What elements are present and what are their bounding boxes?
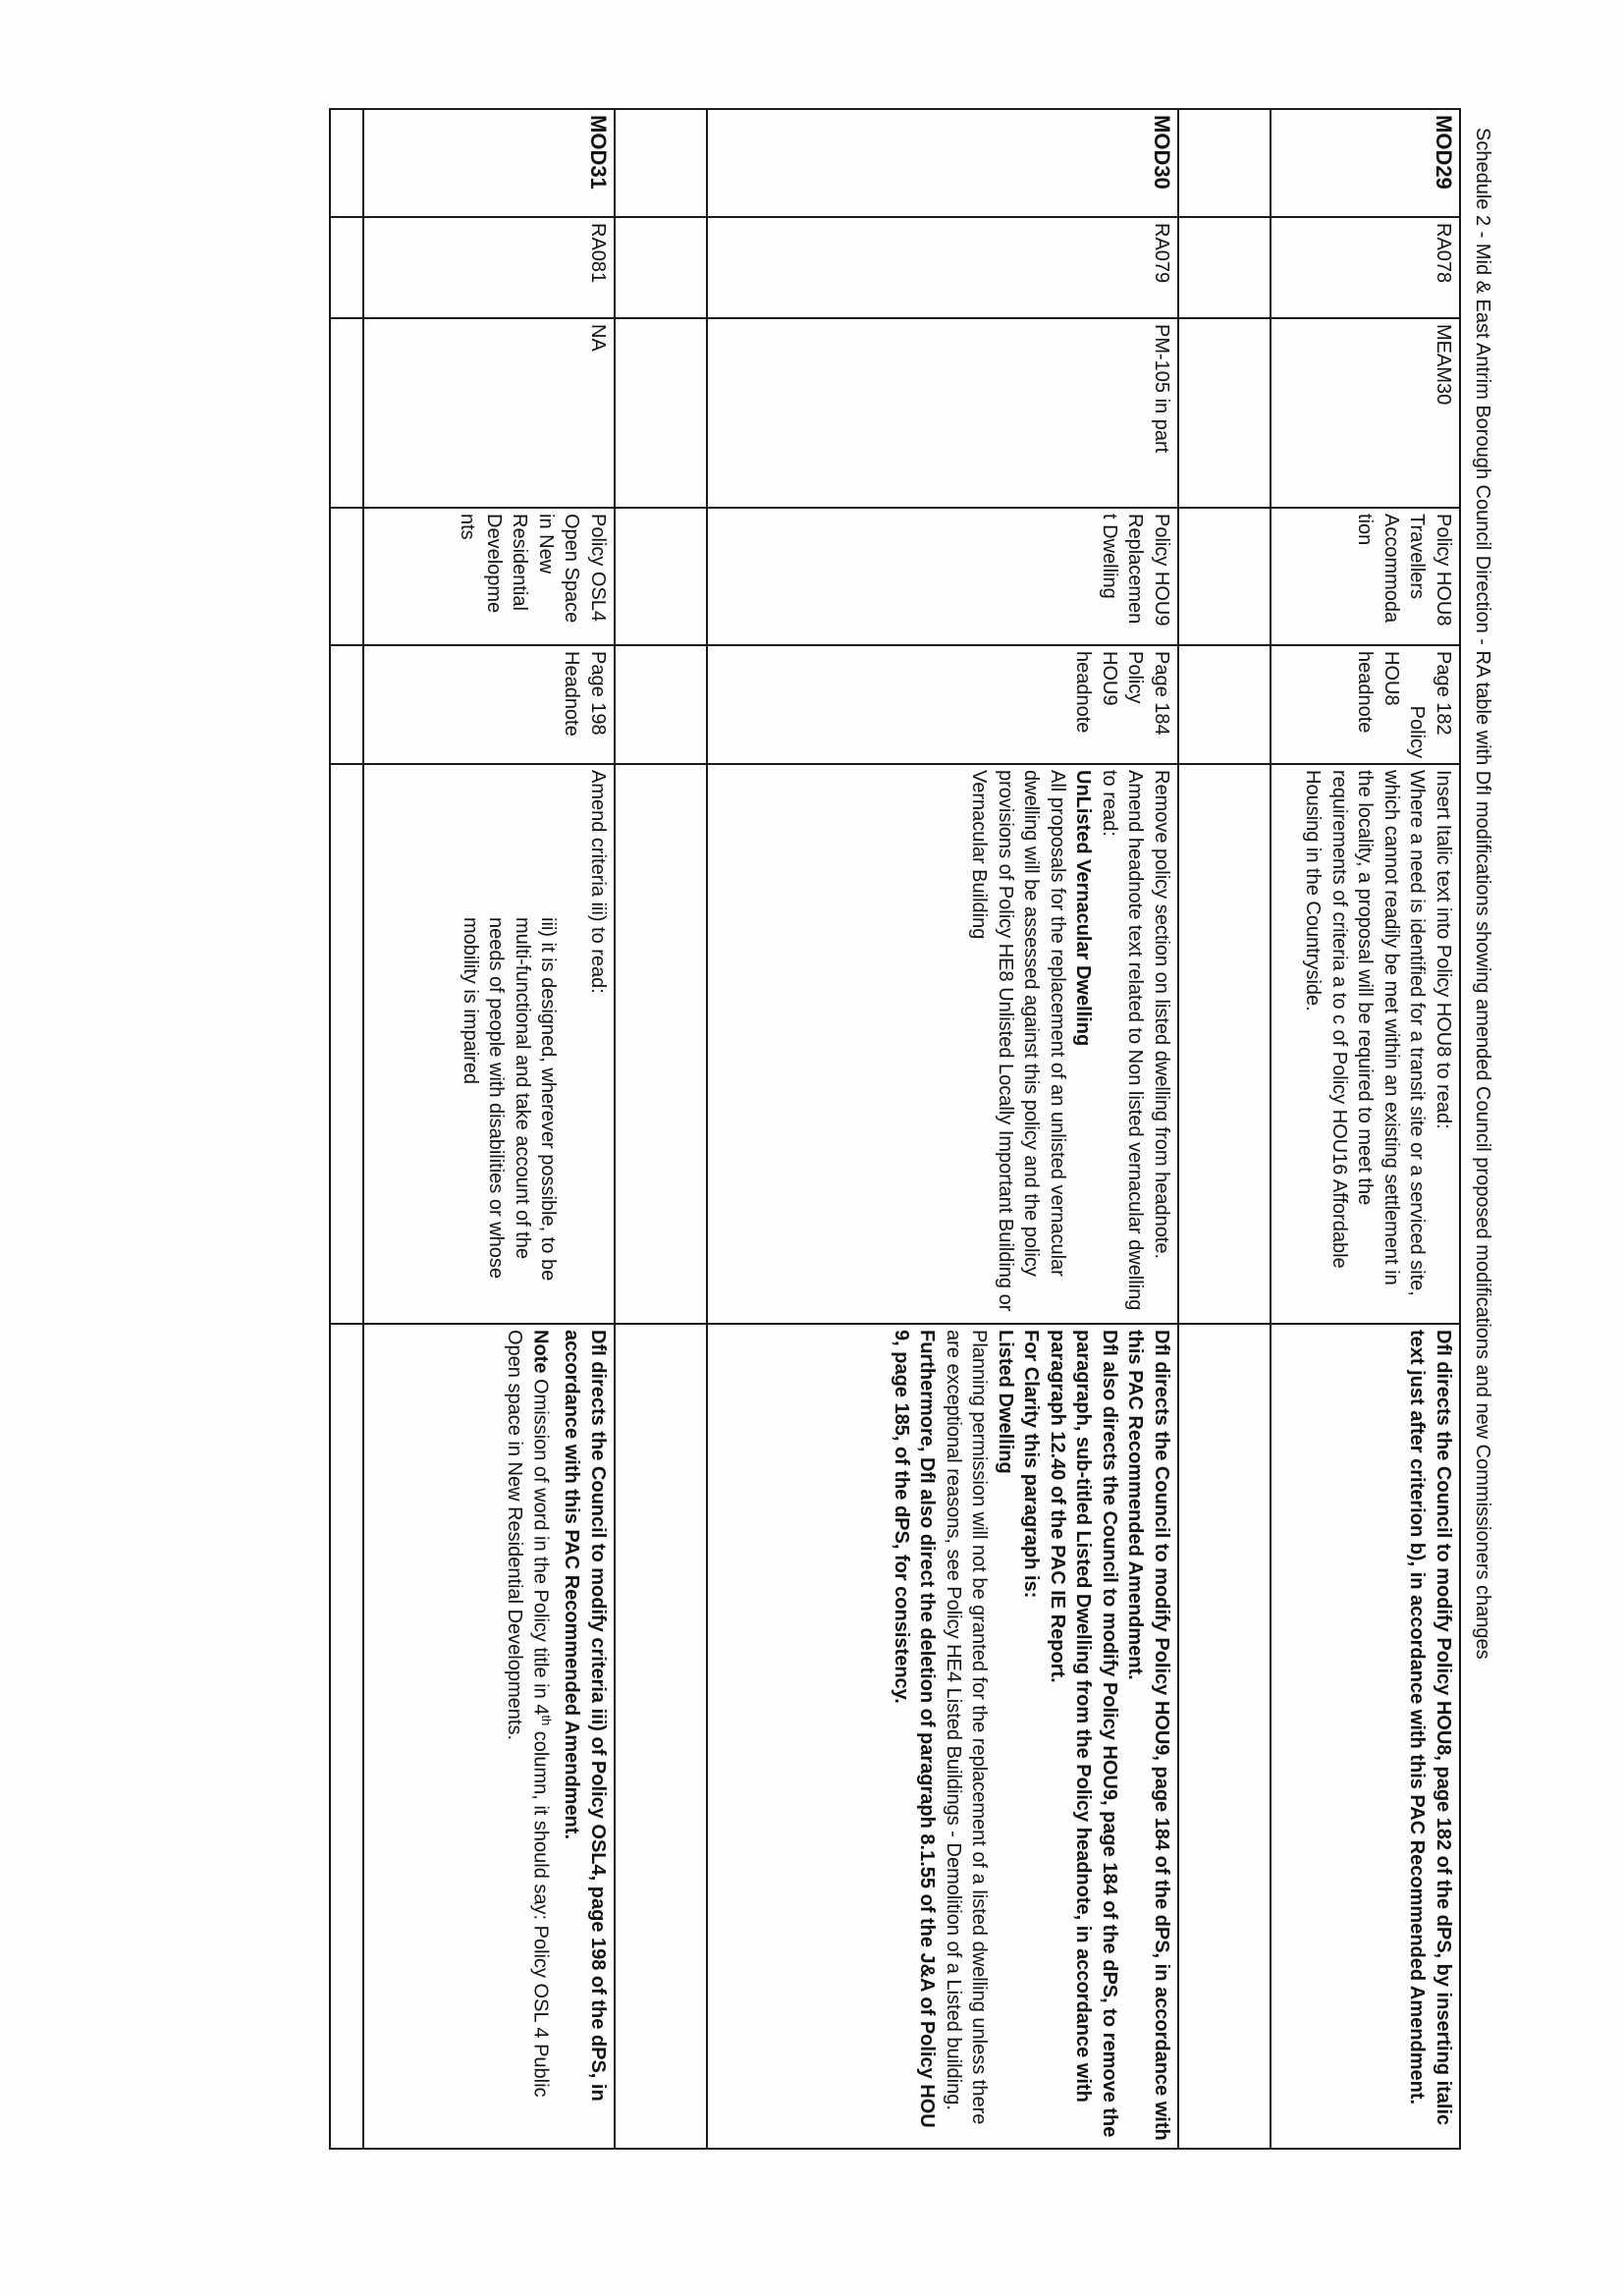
ra-number: RA078 xyxy=(1271,217,1460,318)
policy-line: Residential xyxy=(509,514,531,611)
policy-line: Policy HOU8 xyxy=(1433,514,1454,627)
policy-line: in New xyxy=(535,514,557,574)
page-line: HOU9 xyxy=(1099,651,1120,706)
dfi-note xyxy=(501,1330,559,2143)
page-title: Schedule 2 - Mid & East Antrim Borough Council Direction - RA table with DfI modifications showing amended Council proposed modifications and new Commissioners changes xyxy=(1472,128,1493,1660)
note-text: column, it should say: Policy OSL 4 Public Open space in New Residential Developments. xyxy=(503,1330,552,2098)
policy-line: Policy HOU9 xyxy=(1151,514,1172,627)
mod-number: MOD29 xyxy=(1271,109,1460,217)
dfi-text: For Clarity this paragraph is: xyxy=(1020,1330,1043,1599)
page-line: Page 184 xyxy=(1151,651,1172,736)
dfi-direction-cell xyxy=(363,1324,615,2149)
page-line: Policy xyxy=(1406,705,1429,758)
empty-cell xyxy=(1178,109,1271,217)
empty-cell xyxy=(330,109,363,217)
empty-cell xyxy=(615,508,707,645)
policy-line: Policy OSL4 xyxy=(587,514,609,623)
empty-cell xyxy=(1178,318,1271,508)
empty-cell xyxy=(615,764,707,1324)
empty-cell xyxy=(330,217,363,318)
policy-cell xyxy=(363,508,615,645)
page-line: headnote xyxy=(1072,651,1095,734)
empty-cell xyxy=(1178,645,1271,764)
policy-line: Open Space xyxy=(561,514,583,624)
change-text-cell xyxy=(363,764,615,1324)
table-row-mod29 xyxy=(1271,109,1460,2149)
empty-cell xyxy=(615,645,707,764)
policy-line: tion xyxy=(1354,514,1377,546)
dfi-text: Furthermore, DfI also direct the deletion of paragraph 8.1.55 of the J&A of Policy HOU 9, page 185, of the dPS, for consistency. xyxy=(891,1330,939,2128)
ra-number: RA081 xyxy=(363,217,615,318)
schedule-table xyxy=(329,108,1461,2150)
page-line: Page 198 xyxy=(587,651,609,736)
page-line: Headnote xyxy=(561,651,583,737)
page-cell xyxy=(1271,645,1460,764)
table-row-blank xyxy=(615,109,707,2149)
policy-line: Accommoda xyxy=(1380,514,1402,624)
change-line: Amend headnote text related to Non listed vernacular dwelling to read: xyxy=(1099,770,1147,1311)
note-superscript: th xyxy=(539,1715,554,1726)
empty-cell xyxy=(330,1324,363,2149)
empty-cell xyxy=(1178,1324,1271,2149)
page-line: Policy xyxy=(1124,651,1147,704)
empty-cell xyxy=(615,217,707,318)
dfi-text: DfI directs the Council to modify Policy HOU8, page 182 of the dPS, by inserting italic text just after criterion b), in accordance with this PAC Recommended Amendment. xyxy=(1406,1330,1454,2126)
page-cell xyxy=(363,645,615,764)
spacer xyxy=(562,770,585,1318)
dfi-quoted-text: Planning permission will not be granted for the replacement of a listed dwelling unless there are exceptional reasons, see Policy HE4 Listed Buildings - Demolition of a Listed building. xyxy=(943,1330,991,2125)
change-text-cell xyxy=(1271,764,1460,1324)
policy-line: t Dwelling xyxy=(1099,514,1120,599)
empty-cell xyxy=(1178,764,1271,1324)
empty-cell xyxy=(330,318,363,508)
reference: NA xyxy=(363,318,615,508)
change-line: Where a need is identified for a transit site or a serviced site, which cannot readily be met within an existing settlement in the locality, a proposal will be required to meet the requirements of criteria a to c of Policy HOU16 Affordable Housing in the Countryside. xyxy=(1302,770,1429,1296)
empty-cell xyxy=(615,1324,707,2149)
change-line: All proposals for the replacement of an unlisted vernacular dwelling will be assessed against this policy and the policy provisions of Policy HE8 Unlisted Locally Important Building or Vernacular Building xyxy=(968,770,1068,1312)
table-row-mod30 xyxy=(707,109,1178,2149)
page-line: headnote xyxy=(1354,651,1377,734)
policy-line: nts xyxy=(457,514,479,540)
change-line: Insert Italic text into Policy HOU8 to read: xyxy=(1433,770,1454,1129)
dfi-direction-cell xyxy=(1271,1324,1460,2149)
change-criterion: iii) it is designed, wherever possible, to be multi-functional and take account of the needs of people with disabilities or whose mobility is impaired xyxy=(460,917,560,1282)
empty-cell xyxy=(615,109,707,217)
ra-number: RA079 xyxy=(707,217,1178,318)
policy-cell xyxy=(707,508,1178,645)
page-line: HOU8 xyxy=(1380,651,1402,706)
change-line: Remove policy section on listed dwelling from headnote. xyxy=(1151,770,1172,1260)
empty-cell xyxy=(330,508,363,645)
page-cell xyxy=(707,645,1178,764)
policy-line: Developme xyxy=(483,514,505,614)
change-subheading: UnListed Vernacular Dwelling xyxy=(1072,770,1095,1047)
policy-cell xyxy=(1271,508,1460,645)
table-row-blank xyxy=(1178,109,1271,2149)
change-line: Amend criteria iii) to read: xyxy=(587,770,609,994)
dfi-text: DfI directs the Council to modify Policy HOU9, page 184 of the dPS, in accordance with this PAC Recommended Amendment. xyxy=(1124,1330,1172,2141)
empty-cell xyxy=(1178,217,1271,318)
dfi-text: DfI directs the Council to modify criteria iii) of Policy OSL4, page 198 of the dPS, in accordance with this PAC Recommended Amendment. xyxy=(561,1330,609,2102)
policy-line: Replacemen xyxy=(1124,514,1147,625)
reference: PM-105 in part xyxy=(707,318,1178,508)
table-row-mod31 xyxy=(363,109,615,2149)
reference: MEAM30 xyxy=(1271,318,1460,508)
mod-number: MOD30 xyxy=(707,109,1178,217)
dfi-text: DfI also directs the Council to modify Policy HOU9, page 184 of the dPS, to remove the paragraph, sub-titled Listed Dwelling from the Policy headnote, in accordance with paragraph 12.40 of the PAC IE Report. xyxy=(1047,1330,1120,2138)
mod-number: MOD31 xyxy=(363,109,615,217)
empty-cell xyxy=(330,764,363,1324)
page-line: Page 182 xyxy=(1433,651,1454,736)
note-text: Omission of word in the Policy title in 4 xyxy=(529,1373,552,1716)
change-text-cell xyxy=(707,764,1178,1324)
empty-cell xyxy=(330,645,363,764)
policy-line: Travellers xyxy=(1406,514,1429,600)
empty-cell xyxy=(1178,508,1271,645)
table-row-blank xyxy=(330,109,363,2149)
rotated-landscape-content xyxy=(108,108,1502,2229)
dfi-direction-cell xyxy=(707,1324,1178,2149)
empty-cell xyxy=(615,318,707,508)
note-label: Note xyxy=(529,1330,552,1374)
dfi-subheading: Listed Dwelling xyxy=(995,1330,1016,1474)
